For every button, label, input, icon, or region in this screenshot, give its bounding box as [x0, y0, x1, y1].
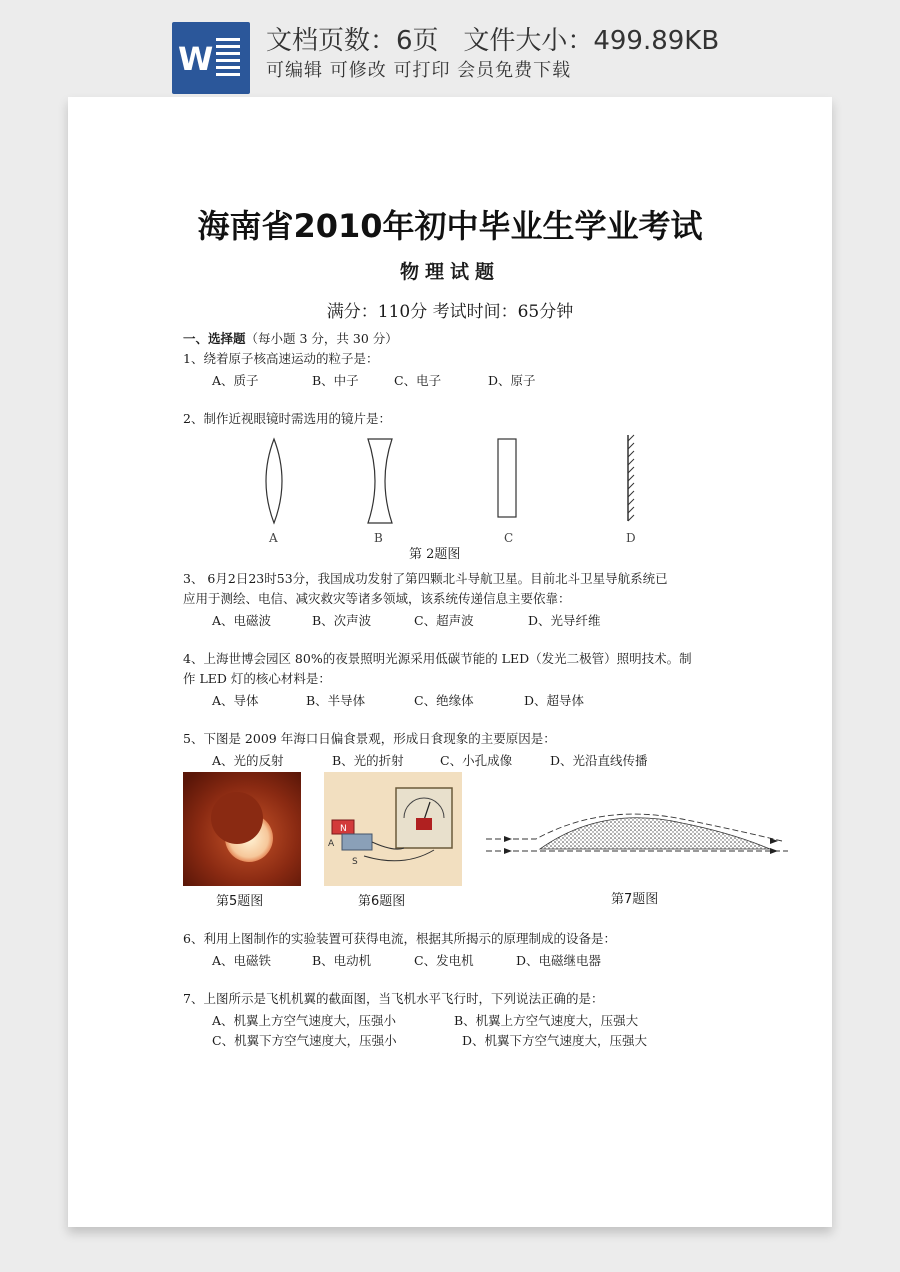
q4-option-c: C、绝缘体 — [414, 693, 474, 708]
download-banner — [0, 0, 900, 96]
section-heading — [183, 331, 398, 347]
figure-5-caption: 第5题图 — [216, 894, 264, 909]
section-note: （每小题 3 分，共 30 分） — [245, 331, 398, 346]
figure-6-caption: 第6题图 — [358, 894, 406, 909]
q6-option-d: D、电磁继电器 — [516, 953, 602, 968]
lens-label-b: B — [374, 531, 383, 545]
exam-title: 海南省2010年初中毕业生学业考试 — [197, 207, 703, 245]
lens-label-c: C — [504, 531, 514, 545]
q6-option-c: C、发电机 — [414, 953, 474, 968]
section-title: 一、选择题 — [183, 331, 246, 346]
q5-option-c: C、小孔成像 — [440, 753, 513, 768]
q7-option-b: B、机翼上方空气速度大，压强大 — [454, 1013, 639, 1028]
q1-option-b: B、中子 — [312, 373, 359, 388]
q4-option-d: D、超导体 — [524, 693, 585, 708]
word-logo-letter: W — [178, 40, 214, 78]
question-4-line1: 4、上海世博会园区 80%的夜景照明光源采用低碳节能的 LED（发光二极管）照明技术。制 — [183, 651, 692, 666]
glass-plate — [498, 439, 516, 517]
question-5-stem: 5、下图是 2009 年海口日偏食景观，形成日食现象的主要原因是： — [183, 731, 556, 746]
q7-option-c: C、机翼下方空气速度大，压强小 — [212, 1033, 397, 1048]
question-4-line2: 作 LED 灯的核心材料是： — [183, 671, 331, 686]
q7-option-a: A、机翼上方空气速度大，压强小 — [212, 1013, 397, 1028]
q5-option-d: D、光沿直线传播 — [550, 753, 648, 768]
figure-7-caption: 第7题图 — [611, 892, 659, 907]
document-info: 文档页数：6页 文件大小：499.89KB — [266, 26, 720, 56]
lens-figure — [248, 433, 668, 553]
lens-label-d: D — [626, 531, 636, 545]
figure-2-caption: 第 2题图 — [409, 547, 461, 562]
plane-mirror — [628, 435, 634, 521]
q7-option-d: D、机翼下方空气速度大，压强大 — [462, 1033, 648, 1048]
q1-option-a: A、质子 — [212, 373, 259, 388]
word-document-icon — [172, 22, 250, 94]
q1-option-d: D、原子 — [488, 373, 536, 388]
arrow-right-lower — [770, 848, 778, 854]
convex-lens — [266, 439, 282, 523]
arrow-left-upper — [504, 836, 512, 842]
question-6-stem: 6、利用上图制作的实验装置可获得电流，根据其所揭示的原理制成的设备是： — [183, 931, 616, 946]
arrow-right-upper — [770, 838, 778, 844]
q5-option-a: A、光的反射 — [212, 753, 284, 768]
document-page — [68, 97, 832, 1227]
eclipse-photo — [183, 772, 301, 886]
lens-label-a: A — [269, 531, 278, 545]
question-7-stem: 7、上图所示是飞机机翼的截面图，当飞机水平飞行时，下列说法正确的是： — [183, 991, 604, 1006]
q3-option-c: C、超声波 — [414, 613, 474, 628]
generator-apparatus-photo — [324, 772, 462, 886]
airfoil-figure — [482, 809, 792, 879]
fig6-label-s: S — [352, 857, 358, 867]
fig6-label-n: N — [340, 824, 347, 834]
fig6-label-a: A — [328, 839, 335, 849]
q5-option-b: B、光的折射 — [332, 753, 404, 768]
concave-lens — [368, 439, 392, 523]
q4-option-b: B、半导体 — [306, 693, 366, 708]
q3-option-b: B、次声波 — [312, 613, 372, 628]
q3-option-a: A、电磁波 — [212, 613, 272, 628]
q1-option-c: C、电子 — [394, 373, 442, 388]
q6-option-a: A、电磁铁 — [212, 953, 272, 968]
question-2-stem: 2、制作近视眼镜时需选用的镜片是： — [183, 411, 391, 426]
question-3-line2: 应用于测绘、电信、减灾救灾等诸多领域，该系统传递信息主要依靠： — [183, 591, 571, 606]
q4-option-a: A、导体 — [212, 693, 259, 708]
q3-option-d: D、光导纤维 — [528, 613, 601, 628]
question-1-stem: 1、绕着原子核高速运动的粒子是： — [183, 351, 379, 366]
document-features: 可编辑 可修改 可打印 会员免费下载 — [266, 60, 572, 81]
arrow-left-lower — [504, 848, 512, 854]
q6-option-b: B、电动机 — [312, 953, 372, 968]
question-3-line1: 3、 6月2日23时53分，我国成功发射了第四颗北斗导航卫星。目前北斗卫星导航系统已 — [183, 571, 668, 586]
score-time-line: 满分：110分 考试时间：65分钟 — [326, 302, 574, 322]
exam-subject: 物理试题 — [399, 261, 500, 283]
